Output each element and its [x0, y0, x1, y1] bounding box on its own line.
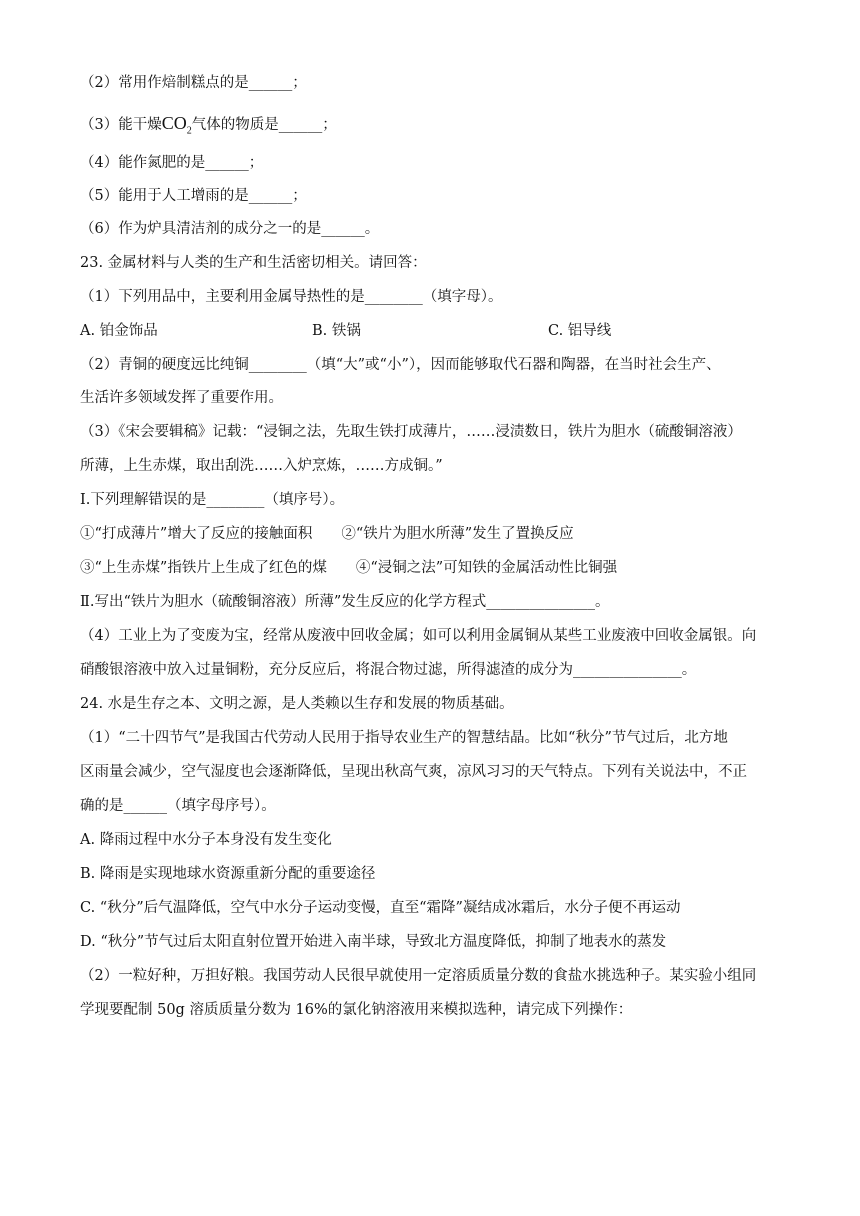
choice-c: C. 铝导线 [548, 323, 612, 339]
co2-formula [161, 113, 192, 137]
q24-option-d: D. “秋分”节气过后太阳直射位置开始进入南半球，导致北方温度降低，抑制了地表水的蒸发 [80, 934, 667, 950]
q23-part3-options-row1: ①“打成薄片”增大了反应的接触面积 ②“铁片为胆水所薄”发生了置换反应 [80, 526, 574, 542]
q24-option-c: C. “秋分”后气温降低，空气中水分子运动变慢，直至“霜降”凝结成冰霜后，水分子便不再运动 [80, 900, 681, 916]
q24-option-b: B. 降雨是实现地球水资源重新分配的重要途径 [80, 866, 376, 882]
q23-part4-line1: （4）工业上为了变废为宝，经常从废液中回收金属；如可以利用金属铜从某些工业废液中回收金属银。向 [80, 628, 757, 644]
q23-part3-i: Ⅰ.下列理解错误的是________（填序号）。 [80, 492, 345, 508]
q23-part2-line1: （2）青铜的硬度远比纯铜________（填“大”或“小”），因而能够取代石器和陶器，在当时社会生产、 [80, 357, 721, 373]
q23-part1: （1）下列用品中，主要利用金属导热性的是________（填字母）。 [80, 289, 503, 305]
q23-part3-ii: Ⅱ.写出“铁片为胆水（硫酸铜溶液）所薄”发生反应的化学方程式_______________。 [80, 594, 610, 610]
q24-part2-line2: 学现要配制 50g 溶质质量分数为 16%的氯化钠溶液用来模拟选种，请完成下列操作： [80, 1002, 633, 1018]
choice-a: A. 铂金饰品 [80, 323, 158, 339]
co2-subscript: 2 [186, 125, 192, 137]
q24-part1-line1: （1）“二十四节气”是我国古代劳动人民用于指导农业生产的智慧结晶。比如“秋分”节气过后，北方地 [80, 730, 728, 746]
q22-part3-prefix: （3）能干燥 [80, 117, 162, 133]
q24-option-a: A. 降雨过程中水分子本身没有发生变化 [80, 832, 332, 848]
q23-part3-line1: （3）《宋会要辑稿》记载：“浸铜之法，先取生铁打成薄片，……浸渍数日，铁片为胆水（硫酸铜溶液） [80, 424, 742, 440]
q23-part1-choices [80, 321, 611, 341]
q23-part2-line2: 生活许多领域发挥了重要作用。 [80, 390, 283, 406]
q23-title: 23. 金属材料与人类的生产和生活密切相关。请回答： [80, 255, 427, 271]
q24-part1-line3: 确的是______（填字母序号）。 [80, 798, 276, 814]
choice-b: B. 铁锅 [312, 323, 361, 339]
q22-part6: （6）作为炉具清洁剂的成分之一的是______。 [80, 221, 380, 237]
q23-part4-line2: 硝酸银溶液中放入过量铜粉，充分反应后，将混合物过滤，所得滤渣的成分为_______________。 [80, 662, 697, 678]
q22-part2: （2）常用作焙制糕点的是______； [80, 75, 307, 91]
q24-title: 24. 水是生存之本、文明之源，是人类赖以生存和发展的物质基础。 [80, 696, 514, 712]
q22-part3 [80, 113, 337, 142]
q23-part3-options-row2: ③“上生赤煤”指铁片上生成了红色的煤 ④“浸铜之法”可知铁的金属活动性比铜强 [80, 560, 618, 576]
q24-part2-line1: （2）一粒好种，万担好粮。我国劳动人民很早就使用一定溶质质量分数的食盐水挑选种子。某实验小组同 [80, 968, 757, 984]
q22-part3-suffix: 气体的物质是______； [191, 117, 337, 133]
q24-part1-line2: 区雨量会减少，空气湿度也会逐渐降低，呈现出秋高气爽，凉风习习的天气特点。下列有关说法中，不正 [80, 764, 747, 780]
co2-main: CO [161, 113, 187, 133]
q22-part4: （4）能作氮肥的是______； [80, 155, 264, 171]
q22-part5: （5）能用于人工增雨的是______； [80, 188, 307, 204]
q23-part3-line2: 所薄，上生赤煤，取出刮洗……入炉烹炼，……方成铜。” [80, 458, 443, 474]
